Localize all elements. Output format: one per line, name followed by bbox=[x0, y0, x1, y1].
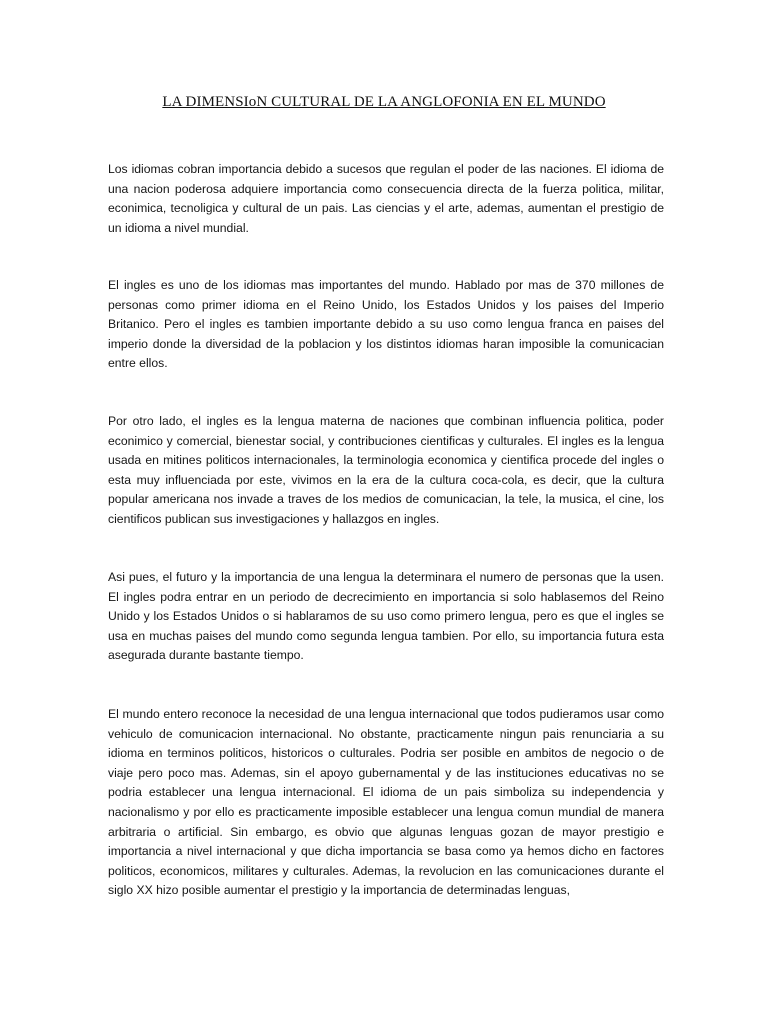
paragraph-4: Asi pues, el futuro y la importancia de una lengua la determinara el numero de personas que la usen. El ingles podra entrar en un periodo de decrecimiento en importancia si solo hablasemos del Reino Unido y los Estados Unidos o si hablaramos de su uso como primero lengua, pero es que el ingles se usa en muchas paises del mundo como segunda lengua tambien. Por ello, su importancia futura esta asegurada durante bastante tiempo. bbox=[108, 570, 664, 663]
paragraph-3: Por otro lado, el ingles es la lengua materna de naciones que combinan influencia politica, poder econimico y comercial, bienestar social, y contribuciones cientificas y culturales. El ingles es la lengua usada en mitines politicos internacionales, la terminologia economica y cientifica procede del ingles o esta muy influenciada por este, vivimos en la era de la cultura coca-cola, es decir, que la cultura popular americana nos invade a traves de los medios de comunicacian, la tele, la musica, el cine, los cientificos publican sus investigaciones y hallazgos en ingles. bbox=[108, 414, 664, 526]
paragraph-1: Los idiomas cobran importancia debido a sucesos que regulan el poder de las naciones. El idioma de una nacion poderosa adquiere importancia como consecuencia directa de la fuerza politica, militar, econimica, tecnoligica y cultural de un pais. Las ciencias y el arte, ademas, aumentan el prestigio de un idioma a nivel mundial. bbox=[108, 162, 664, 235]
paragraph-5: El mundo entero reconoce la necesidad de una lengua internacional que todos pudieramos usar como vehiculo de comunicacion internacional. No obstante, practicamente ningun pais renunciaria a su idioma en terminos politicos, historicos o culturales. Podria ser posible en ambitos de negocio o de viaje pero poco mas. Ademas, sin el apoyo gubernamental y de las instituciones educativas no se podria establecer una lengua internacional. El idioma de un pais simboliza su independencia y nacionalismo y por ello es practicamente imposible establecer una lengua comun mundial de manera arbitraria o artificial. Sin embargo, es obvio que algunas lenguas gozan de mayor prestigio e importancia a nivel internacional y que dicha importancia se basa como ya hemos dicho en factores politicos, economicos, militares y culturales. Ademas, la revolucion en las comunicaciones durante el siglo XX hizo posible aumentar el prestigio y la importancia de determinadas lenguas, bbox=[108, 707, 664, 898]
document-title: LA DIMENSIoN CULTURAL DE LA ANGLOFONIA EN EL MUNDO bbox=[162, 94, 606, 110]
paragraph-2: El ingles es uno de los idiomas mas importantes del mundo. Hablado por mas de 370 millones de personas como primer idioma en el Reino Unido, los Estados Unidos y los paises del Imperio Britanico. Pero el ingles es tambien importante debido a su uso como lengua franca en paises del imperio donde la diversidad de la poblacion y los distintos idiomas haran imposible la comunicacian entre ellos. bbox=[108, 278, 664, 371]
